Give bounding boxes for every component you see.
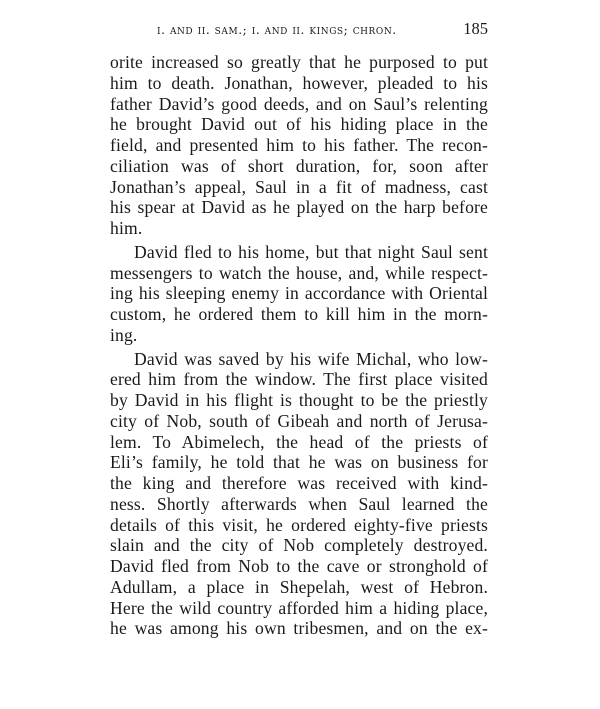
text-line: orite increased so greatly that he purposed to put xyxy=(110,52,488,72)
text-line: his spear at David as he played on the harp before xyxy=(110,197,488,218)
paragraph xyxy=(110,242,488,346)
text-line: details of this visit, he ordered eighty-five priests xyxy=(110,514,488,535)
text-line: he was among his own tribesmen, and on the ex- xyxy=(110,618,488,639)
body-text xyxy=(110,52,488,639)
paragraph xyxy=(110,349,488,640)
text-line: Eli’s family, he told that he was on business for xyxy=(110,452,488,473)
text-line: him to death. Jonathan, however, pleaded to his xyxy=(110,72,488,93)
running-head-title: i. and ii. sam.; i. and ii. kings; chron. xyxy=(157,23,397,37)
text-line: city of Nob, south of Gibeah and north of Jerusa- xyxy=(110,410,488,431)
text-line: ing his sleeping enemy in accordance with Oriental xyxy=(110,283,488,304)
text-line: David was saved by his wife Michal, who low- xyxy=(134,348,488,369)
text-line: Jonathan’s appeal, Saul in a fit of madness, cast xyxy=(110,176,488,197)
text-line: the king and therefore was received with kind- xyxy=(110,473,488,493)
text-line: by David in his flight is thought to be the priestly xyxy=(110,390,488,410)
text-line: ered him from the window. The first place visited xyxy=(110,369,488,390)
text-line: ciliation was of short duration, for, soon after xyxy=(110,155,488,176)
text-line: field, and presented him to his father. The recon- xyxy=(110,135,488,155)
book-page xyxy=(110,18,488,642)
running-head xyxy=(110,18,488,42)
text-line: he brought David out of his hiding place in the xyxy=(110,114,488,135)
text-line: slain and the city of Nob completely destroyed. xyxy=(110,535,488,556)
text-line: him. xyxy=(110,218,143,238)
text-line: messengers to watch the house, and, while respect- xyxy=(110,262,488,283)
text-line: Here the wild country afforded him a hiding place, xyxy=(110,597,488,618)
text-line: lem. To Abimelech, the head of the priests of xyxy=(110,431,488,452)
text-line: Adullam, a place in Shepelah, west of Hebron. xyxy=(110,576,488,597)
text-line: David fled from Nob to the cave or stronghold of xyxy=(110,556,488,576)
text-line: custom, he ordered them to kill him in the morn- xyxy=(110,304,488,324)
text-line: ing. xyxy=(110,324,138,345)
page-number: 185 xyxy=(463,19,488,38)
paragraph xyxy=(110,52,488,239)
text-line: David fled to his home, but that night Saul sent xyxy=(134,241,488,262)
text-line: ness. Shortly afterwards when Saul learned the xyxy=(110,493,488,514)
text-line: father David’s good deeds, and on Saul’s relenting xyxy=(110,93,488,114)
